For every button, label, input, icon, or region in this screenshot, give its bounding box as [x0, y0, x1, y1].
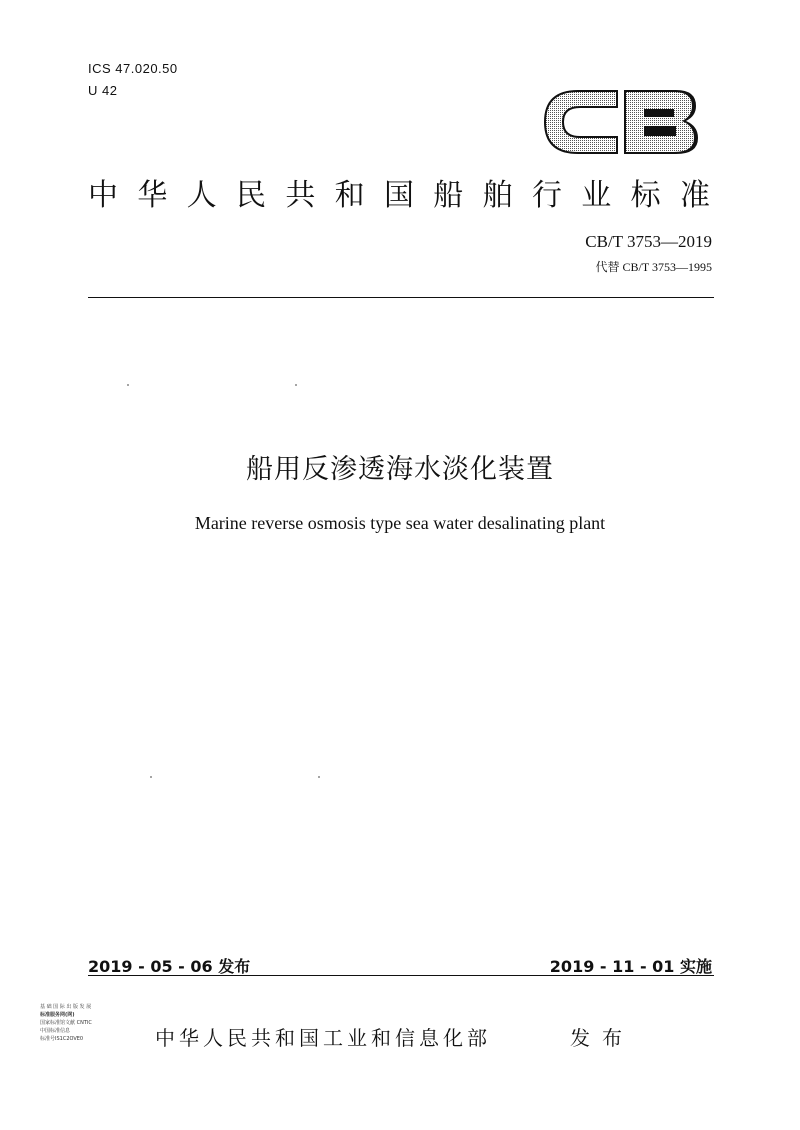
publish-label: 发布 [570, 1026, 634, 1050]
implementation-date: 2019 - 11 - 01 实施 [549, 957, 712, 976]
cb-logo-icon [540, 82, 700, 162]
standard-title-char: 船 [433, 178, 464, 213]
standard-title-char: 人 [186, 178, 217, 213]
scan-speck [127, 384, 129, 386]
document-title-cn: 船用反渗透海水淡化装置 [246, 454, 554, 485]
standard-title-char: 业 [581, 178, 612, 213]
distribution-stamp [40, 1003, 140, 1059]
class-code: U 42 [88, 83, 118, 98]
standard-code: CB/T 3753—2019 [585, 232, 712, 251]
standard-title-char: 行 [531, 178, 562, 213]
stamp-line: 基 础 国 际 出 版 发 展 [40, 1004, 92, 1010]
standard-title-char: 华 [137, 178, 168, 213]
standard-title-char: 和 [334, 178, 365, 213]
ics-block [88, 58, 178, 102]
stamp-line: 标准服务网(网) [40, 1012, 75, 1018]
scan-speck [318, 776, 320, 778]
stamp-line: 标准号IS1C2OVE0 [40, 1036, 84, 1042]
stamp-line: 中国标准信息 [40, 1028, 71, 1034]
ics-code: ICS 47.020.50 [88, 61, 178, 76]
standard-title-char: 标 [630, 178, 661, 213]
scan-speck [295, 384, 297, 386]
stamp-line: 国家标准馆文献 CNTIC [40, 1020, 92, 1026]
standard-title-char: 民 [235, 178, 266, 213]
document-title-en: Marine reverse osmosis type sea water desalinating plant [194, 513, 606, 533]
footer-divider [88, 975, 714, 976]
issue-date: 2019 - 05 - 06 发布 [88, 957, 251, 976]
replaces-note: 代替 CB/T 3753—1995 [595, 260, 712, 274]
publisher-name: 中华人民共和国工业和信息化部 [155, 1026, 491, 1050]
standard-title-char: 共 [285, 178, 316, 213]
standard-title-char: 准 [679, 178, 710, 213]
standard-title-char: 国 [383, 178, 414, 213]
scan-speck [150, 776, 152, 778]
standard-title-char: 中 [88, 178, 118, 213]
standard-title [88, 170, 710, 214]
standard-title-char: 舶 [482, 178, 513, 213]
header-divider [88, 297, 714, 298]
